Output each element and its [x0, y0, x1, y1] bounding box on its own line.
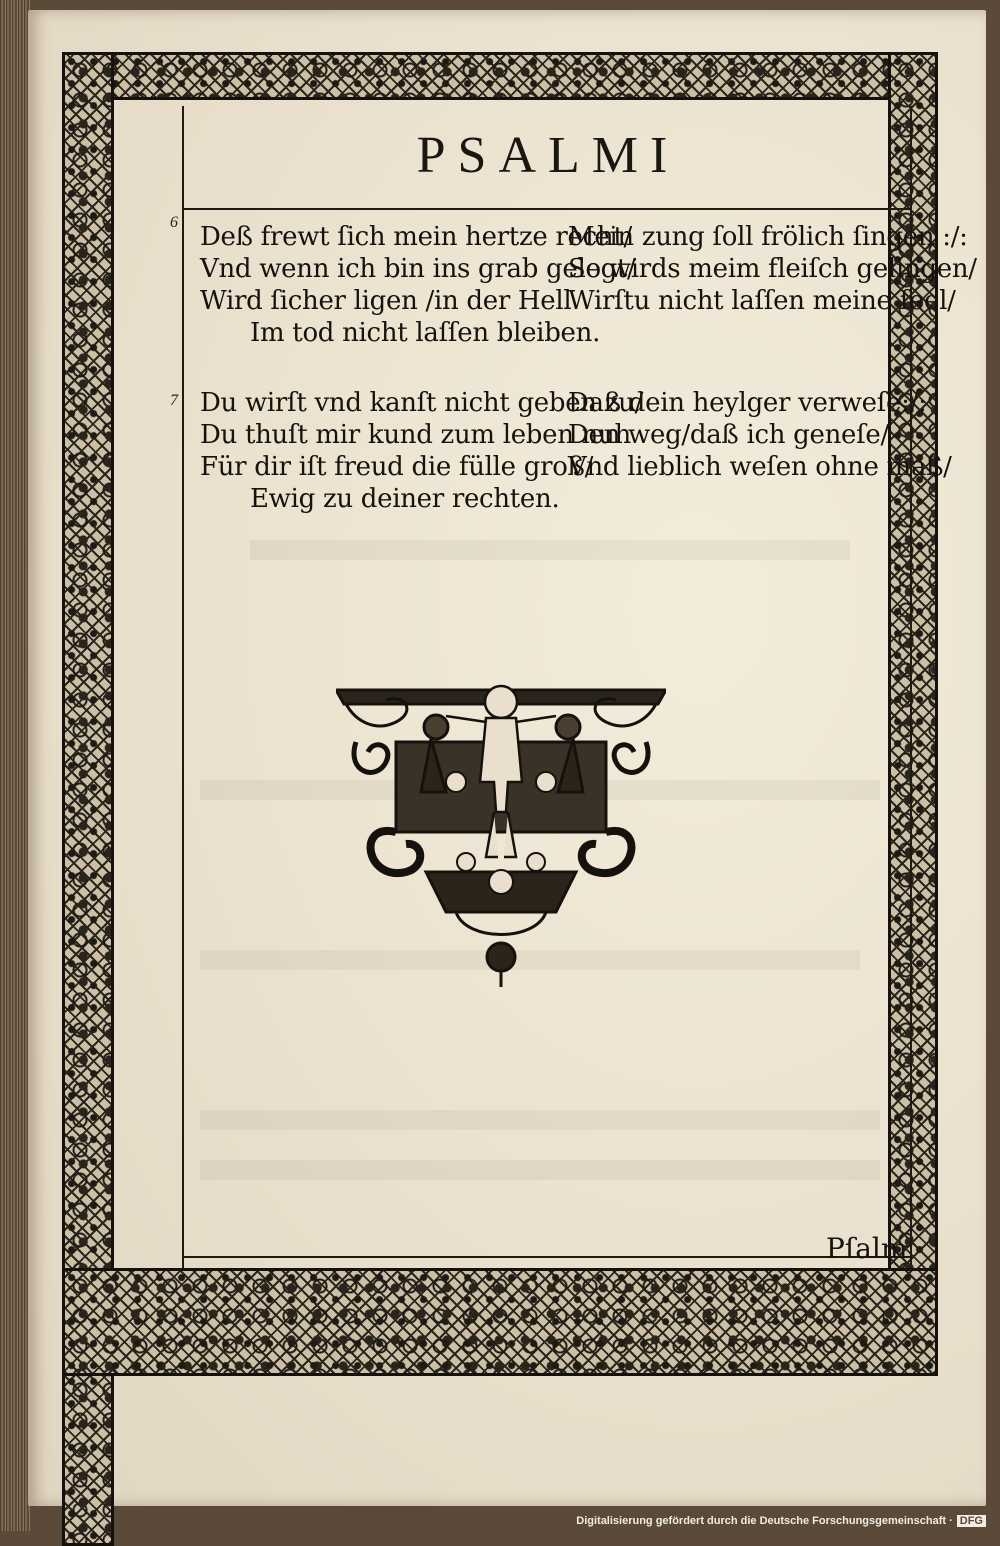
verse-line: Vnd lieblich weſen ohne maß/	[568, 452, 952, 482]
page-title: PSALMI	[416, 127, 680, 184]
verse-line: Du wirſt vnd kanſt nicht geben zu/	[200, 388, 644, 418]
verse-closing-line: Im tod nicht laſſen bleiben.	[250, 318, 601, 348]
verse-line: Du thuſt mir kund zum leben nuh	[200, 420, 631, 450]
book-fore-edge	[0, 0, 30, 1531]
digitization-credit	[576, 1515, 986, 1527]
catchword: Pſalm	[826, 1232, 908, 1265]
verse-line: Mein zung ſoll frölich ſingen :/:	[568, 222, 968, 252]
verse-line: Wirſtu nicht laſſen meine ſeel/	[568, 286, 956, 316]
bleed-through	[250, 540, 850, 560]
woodcut-ornament-icon	[336, 682, 666, 992]
bleed-through	[200, 1110, 880, 1130]
header-rule	[184, 208, 912, 210]
verse-number: 7	[170, 392, 178, 409]
verse-line: Wird ſicher ligen /in der Hell	[200, 286, 572, 316]
verse-number: 6	[170, 214, 178, 231]
dfg-logo: DFG	[957, 1515, 986, 1527]
verse-line: Für dir iſt freud die fülle groß/	[200, 452, 594, 482]
verse-line: Deß frewt ſich mein hertze recht/	[200, 222, 632, 252]
ornamental-border-bottom	[62, 1268, 938, 1376]
ornamental-border-top	[62, 52, 934, 100]
credit-text: Digitalisierung gefördert durch die Deutsche Forschungsgemeinschaft ·	[576, 1515, 953, 1527]
verse-line: So wirds meim fleiſch gelingen/	[568, 254, 977, 284]
bleed-through	[200, 1160, 880, 1180]
verse-line: Vnd wenn ich bin ins grab gelegt/	[200, 254, 636, 284]
footer-rule	[184, 1256, 912, 1258]
verse-line: Den weg/daß ich geneſe/	[568, 420, 889, 450]
verse-line: Daß dein heylger verweſe:/:	[568, 388, 927, 418]
verse-closing-line: Ewig zu deiner rechten.	[250, 484, 560, 514]
